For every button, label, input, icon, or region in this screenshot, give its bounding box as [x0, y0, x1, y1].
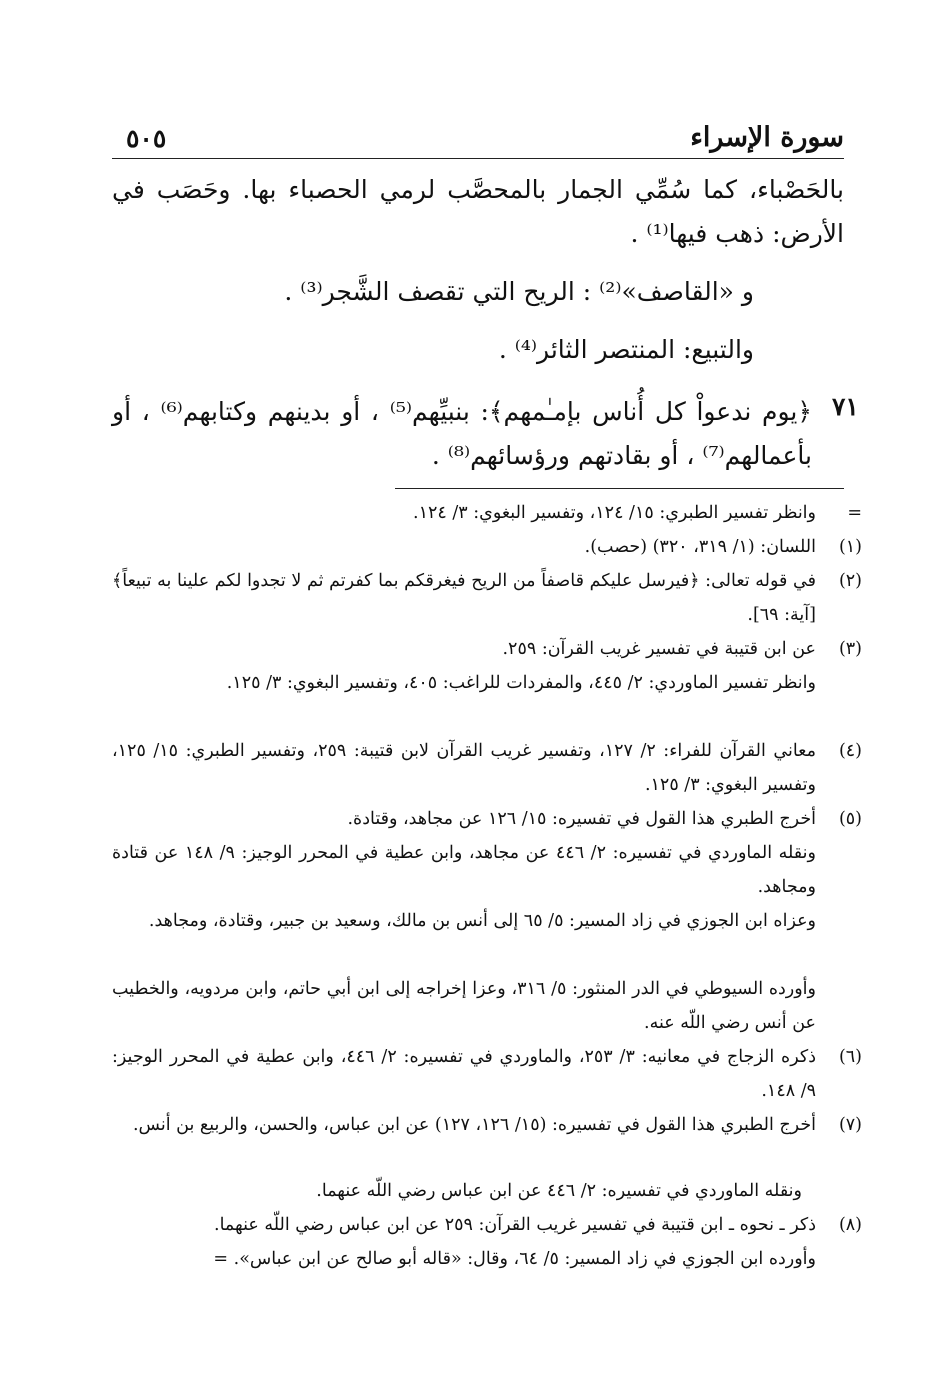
main-line-2: و «القاصف»⁽²⁾ : الريح التي تقصف الشَّجر⁽³⁾ . — [284, 277, 754, 306]
verse-text: ﴿يوم ندعواْ كل أُناس بإمـٰمهم﴾: بنبيِّهم⁽⁵⁾ ، أو بدينهم وكتابهم⁽⁶⁾ ، أو بأعمالهم⁽⁷⁾ ، أو بقادتهم ورؤسائهم⁽⁸⁾ . — [112, 397, 813, 470]
footnote — [112, 564, 862, 632]
footnote-separator — [395, 488, 844, 489]
footnote-text: في قوله تعالى: ﴿فيرسل عليكم قاصفاً من الريح فيغرقكم بما كفرتم ثم لا تجدوا لكم علينا به تبيعاً﴾ [آية: ٦٩]. — [112, 571, 816, 625]
footnote — [112, 1040, 862, 1108]
footnote-continuation — [112, 1174, 862, 1208]
footnote-text: ذكر ـ نحوه ـ ابن قتيبة في تفسير غريب القرآن: ٢٥٩ عن ابن عباس رضي اللّه عنهما. — [214, 1215, 816, 1235]
page-number: ٥٠٥ — [126, 124, 167, 153]
footnote — [112, 530, 862, 564]
footnote-number: (٢) — [838, 571, 862, 591]
verse-number: ٧١ — [832, 392, 859, 421]
footnote — [112, 496, 862, 530]
footnote-continuation — [112, 1242, 862, 1276]
footnote-number: = — [847, 503, 862, 523]
footnote-text: عن ابن قتيبة في تفسير غريب القرآن: ٢٥٩. — [502, 639, 816, 659]
footnote-text: أخرج الطبري هذا القول في تفسيره: (١٥/ ١٢٦، ١٢٧) عن ابن عباس، والحسن، والربيع بن أنس. — [132, 1115, 816, 1135]
footnote-continuation — [112, 904, 862, 938]
footnote-text: وانظر تفسير الطبري: ١٥/ ١٢٤، وتفسير البغوي: ٣/ ١٢٤. — [413, 503, 816, 523]
surah-title: سورة الإسراء — [690, 122, 844, 153]
footnote-text: وأورده السيوطي في الدر المنثور: ٥/ ٣١٦، وعزا إخراجه إلى ابن أبي حاتم، وابن مردويه، والخطيب عن أنس رضي اللّه عنه. — [112, 979, 816, 1033]
footnote-continuation — [112, 836, 862, 904]
footnote-continuation — [112, 972, 862, 1040]
footnote — [112, 802, 862, 836]
main-line-3: والتبيع: المنتصر الثائر⁽⁴⁾ . — [498, 335, 754, 364]
footnote-number: (٧) — [838, 1115, 862, 1135]
footnote-text: معاني القرآن للفراء: ٢/ ١٢٧، وتفسير غريب القرآن لابن قتيبة: ٢٥٩، وتفسير الطبري: ١٥/ ١٢٥، وتفسير البغوي: ٣/ ١٢٥. — [112, 741, 816, 795]
main-line-1: بالحَصْباء، كما سُمِّي الجمار بالمحصَّب لرمي الحصباء بها. وحَصَب في الأرض: ذهب فيها⁽¹⁾ . — [112, 175, 844, 248]
footnote-text: وانظر تفسير الماوردي: ٢/ ٤٤٥، والمفردات للراغب: ٤٠٥، وتفسير البغوي: ٣/ ١٢٥. — [226, 673, 816, 693]
footnote-number: (١) — [838, 537, 862, 557]
footnote-text: وأورده ابن الجوزي في زاد المسير: ٥/ ٦٤، وقال: «قاله أبو صالح عن ابن عباس». = — [213, 1249, 816, 1269]
header-rule — [112, 158, 844, 159]
footnote-text: أخرج الطبري هذا القول في تفسيره: ١٥/ ١٢٦ عن مجاهد، وقتادة. — [347, 809, 816, 829]
footnote-continuation — [112, 666, 862, 700]
footnote-number: (٤) — [838, 741, 862, 761]
footnote — [112, 632, 862, 666]
page-header — [112, 122, 844, 156]
footnote-number: (٨) — [838, 1215, 862, 1235]
footnote-text: ونقله الماوردي في تفسيره: ٢/ ٤٤٦ عن مجاهد، وابن عطية في المحرر الوجيز: ٩/ ١٤٨ عن قتادة ومجاهد. — [112, 843, 816, 897]
footnote — [112, 1208, 862, 1242]
footnote — [112, 1108, 862, 1142]
footnote — [112, 734, 862, 802]
footnote-text: ونقله الماوردي في تفسيره: ٢/ ٤٤٦ عن ابن عباس رضي اللّه عنهما. — [316, 1181, 802, 1201]
footnote-number: (٣) — [838, 639, 862, 659]
footnote-number: (٥) — [838, 809, 862, 829]
footnote-text: ذكره الزجاج في معانيه: ٣/ ٢٥٣، والماوردي في تفسيره: ٢/ ٤٤٦، وابن عطية في المحرر الوجيز: ٩/ ١٤٨. — [112, 1047, 816, 1101]
footnote-text: اللسان: (١/ ٣١٩، ٣٢٠) (حصب). — [584, 537, 816, 557]
footnote-text: وعزاه ابن الجوزي في زاد المسير: ٥/ ٦٥ إلى أنس بن مالك، وسعيد بن جبير، وقتادة، ومجاهد. — [148, 911, 816, 931]
footnote-number: (٦) — [838, 1047, 862, 1067]
